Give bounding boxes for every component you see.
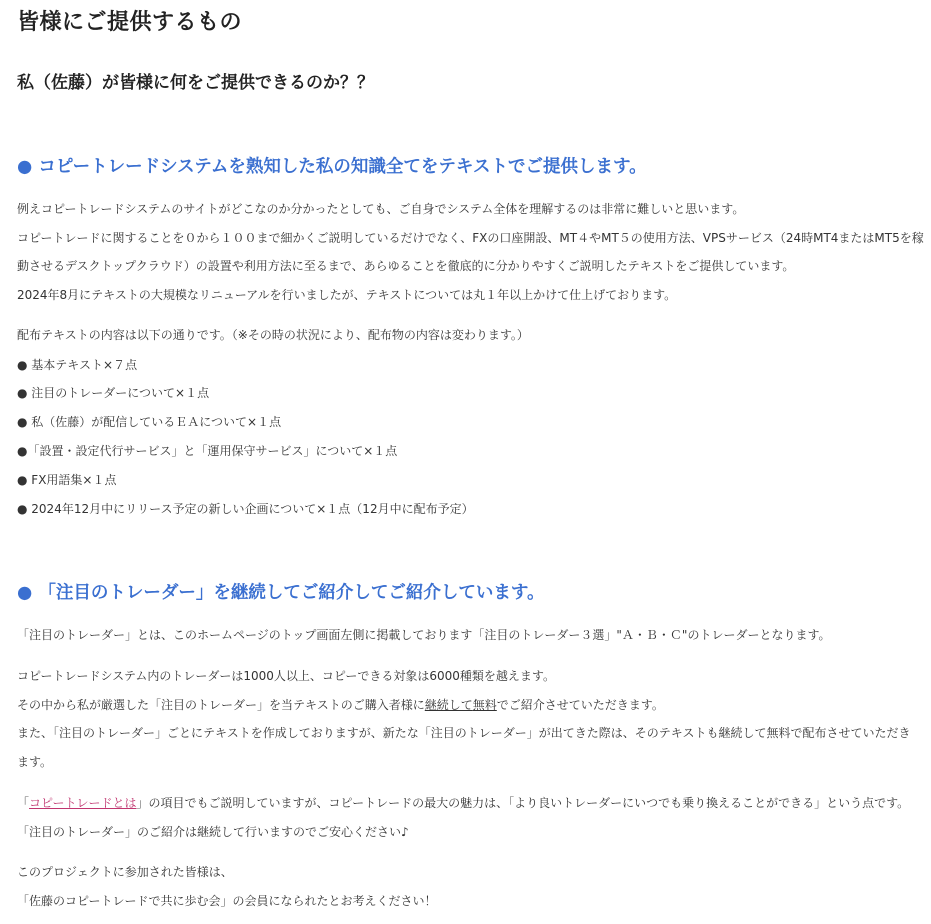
section-heading-featured-traders: ● 「注目のトレーダー」を継続してご紹介してご紹介しています。	[17, 583, 545, 603]
paragraph	[17, 795, 909, 811]
paragraph: 2024年8月にテキストの大規模なリニューアルを行いましたが、テキストについては丸１年以上かけて仕上げております。	[17, 288, 677, 302]
paragraph: コピートレードシステム内のトレーダーは1000人以上、コピーできる対象は6000種類を越えます。	[17, 669, 555, 683]
paragraph: 「佐藤のコピートレードで共に歩む会」の会員になられたとお考えください！	[17, 894, 437, 908]
paragraph: また、「注目のトレーダー」ごとにテキストを作成しておりますが、新たな「注目のトレーダー」が出てきた際は、そのテキストも継続して無料で配布させていただき	[17, 726, 911, 740]
list-item: ● 基本テキスト×７点	[17, 358, 138, 372]
list-item: ● FX用語集×１点	[17, 473, 117, 487]
paragraph	[17, 697, 664, 713]
underlined-text: 無料	[472, 698, 497, 712]
text: 「	[17, 796, 30, 810]
list-item: ● 私（佐藤）が配信しているＥＡについて×１点	[17, 415, 282, 429]
paragraph: ます。	[17, 755, 53, 769]
paragraph: コピートレードに関することを０から１００まで細かくご説明しているだけでなく、FXの口座開設、MT４やMT５の使用方法、VPSサービス（24時MT4またはMT5を稼	[17, 231, 924, 245]
text: その中から私が厳選した「注目のトレーダー」を当テキストのご購入者様に	[17, 698, 425, 712]
paragraph: 例えコピートレードシステムのサイトがどこなのか分かったとしても、ご自身でシステム全体を理解するのは非常に難しいと思います。	[17, 202, 745, 216]
paragraph: 動させるデスクトップクラウド）の設置や利用方法に至るまで、あらゆることを徹底的に分かりやすくご説明したテキストをご提供しています。	[17, 259, 795, 273]
underlined-text: 継続して	[424, 698, 473, 712]
text: でご紹介させていただきます。	[496, 698, 664, 712]
paragraph: このプロジェクトに参加された皆様は、	[17, 865, 233, 879]
copy-trade-link[interactable]: コピートレードとは	[29, 796, 137, 810]
page-subtitle: 私（佐藤）が皆様に何をご提供できるのか？？	[17, 73, 374, 93]
list-item: ● 注目のトレーダーについて×１点	[17, 386, 210, 400]
list-item: ● 2024年12月中にリリース予定の新しい企画について×１点（12月中に配布予定）	[17, 502, 474, 516]
paragraph: 「注目のトレーダー」とは、このホームページのトップ画面左側に掲載しております「注目のトレーダー３選」"Ａ・Ｂ・Ｃ"のトレーダーとなります。	[17, 628, 831, 642]
section-heading-textbooks: ● コピートレードシステムを熟知した私の知識全てをテキストでご提供します。	[17, 157, 647, 177]
list-item: ●「設置・設定代行サービス」と「運用保守サービス」について×１点	[17, 444, 398, 458]
text: 」の項目でもご説明していますが、コピートレードの最大の魅力は、「より良いトレーダーにいつでも乗り換えることができる」という点です。	[136, 796, 910, 810]
paragraph: 「注目のトレーダー」のご紹介は継続して行いますのでご安心ください♪	[17, 825, 409, 839]
paragraph: 配布テキストの内容は以下の通りです。（※その時の状況により、配布物の内容は変わります。）	[17, 328, 529, 342]
page-title: 皆様にご提供するもの	[17, 10, 243, 35]
